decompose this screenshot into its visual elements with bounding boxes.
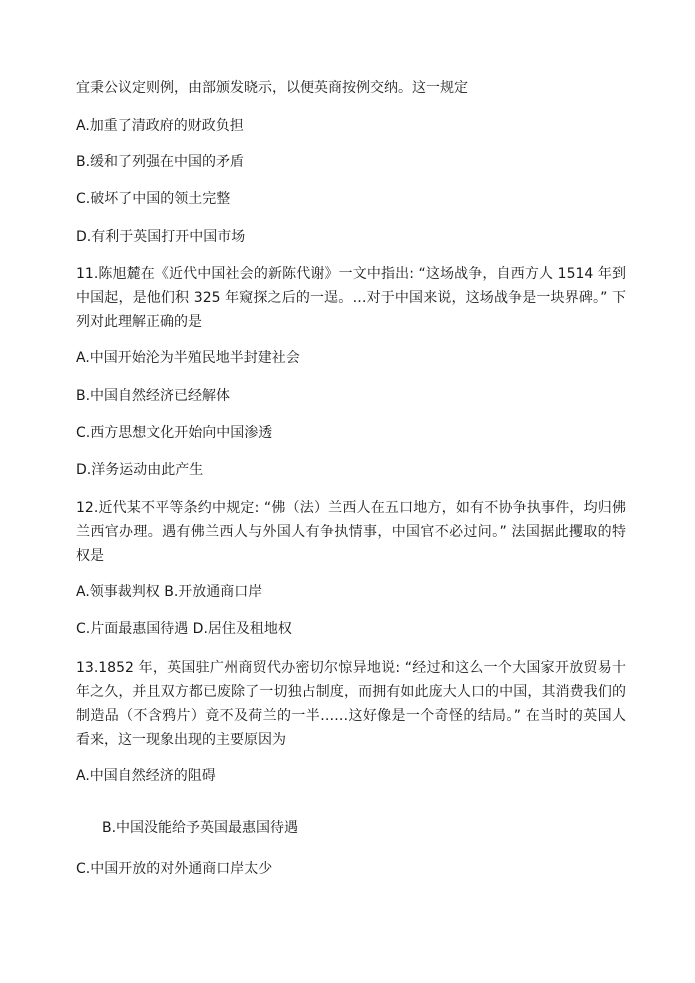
question-11-option-b: B.中国自然经济已经解体 bbox=[76, 388, 231, 404]
question-11-option-c: C.西方思想文化开始向中国渗透 bbox=[76, 425, 273, 441]
question-12-options-cd: C.片面最惠国待遇 D.居住及租地权 bbox=[76, 621, 292, 637]
question-12-stem: 12.近代某不平等条约中规定: “佛（法）兰西人在五口地方，如有不协争执事件，均归佛兰西官办理。遇有佛兰西人与外国人有争执情事，中国官不必过问。” 法国据此攫取的特权是 bbox=[76, 500, 626, 564]
question-11-stem: 11.陈旭麓在《近代中国社会的新陈代谢》一文中指出: “这场战争，自西方人 1514 年到中国起，是他们积 325 年窥探之后的一逞。…对于中国来说，这场战争是一块界碑。” 下列对此理解正确的是 bbox=[76, 266, 626, 330]
question-10-option-c: C.破坏了中国的领土完整 bbox=[76, 191, 231, 207]
question-13-stem: 13.1852 年，英国驻广州商贸代办密切尔惊异地说: “经过和这么一个大国家开放贸易十年之久，并且双方都已废除了一切独占制度，而拥有如此庞大人口的中国，其消费我们的制造品（不含鸦片）竟不及荷兰的一半……这好像是一个奇怪的结局。” 在当时的英国人看来，这一现象出现的主要原因为 bbox=[76, 660, 626, 748]
question-10-option-b: B.缓和了列强在中国的矛盾 bbox=[76, 154, 245, 170]
question-11-option-d: D.洋务运动由此产生 bbox=[76, 462, 204, 478]
question-11-option-a: A.中国开始沦为半殖民地半封建社会 bbox=[76, 350, 300, 366]
question-13-option-b: B.中国没能给予英国最惠国待遇 bbox=[102, 820, 299, 836]
question-10-option-a: A.加重了清政府的财政负担 bbox=[76, 118, 244, 134]
question-10-stem-continuation: 宜秉公议定则例，由部颁发晓示，以便英商按例交纳。这一规定 bbox=[76, 80, 468, 96]
question-13-option-c: C.中国开放的对外通商口岸太少 bbox=[76, 861, 273, 877]
question-12-options-ab: A.领事裁判权 B.开放通商口岸 bbox=[76, 584, 263, 600]
question-10-option-d: D.有利于英国打开中国市场 bbox=[76, 229, 246, 245]
question-13-option-a: A.中国自然经济的阻碍 bbox=[76, 768, 216, 784]
